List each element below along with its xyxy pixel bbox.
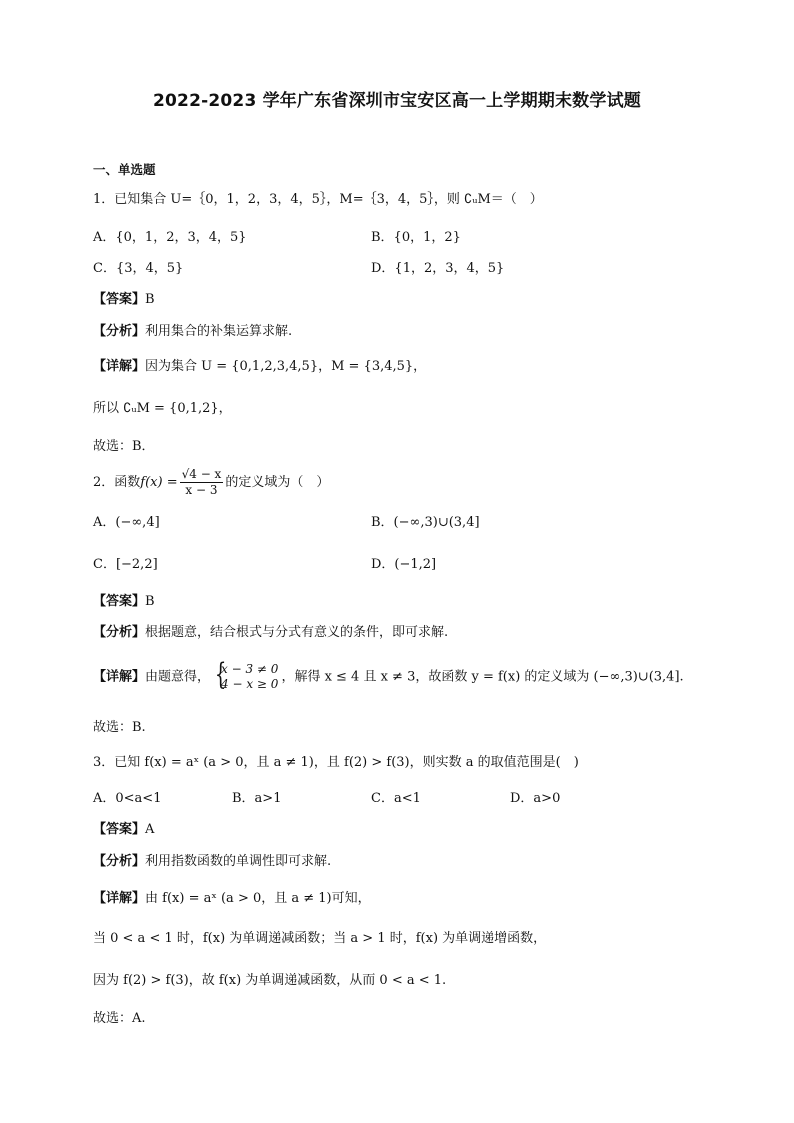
q3-choice: 故选：A.: [93, 1011, 146, 1026]
analysis-tag: 【分析】: [93, 854, 146, 869]
detail-text: 因为集合 U = {0,1,2,3,4,5}，M = {3,4,5}，: [145, 359, 427, 374]
q3-option-a: A．0<a<1: [93, 791, 162, 806]
q3-analysis: [93, 853, 331, 871]
q3-option-c: C．a<1: [371, 791, 421, 806]
q1-analysis: [93, 323, 292, 341]
detail-tag: 【详解】: [93, 669, 146, 685]
q3-detail: [93, 890, 371, 908]
q2-fraction: [180, 467, 224, 498]
q1-option-a: A．{0，1，2，3，4，5}: [93, 230, 247, 245]
q1-option-c: C．{3，4，5}: [93, 261, 184, 276]
detail-tag: 【详解】: [93, 891, 146, 906]
q2-analysis: [93, 624, 448, 642]
q3-detail-3: 因为 f(2) > f(3)，故 f(x) 为单调递减函数，从而 0 < a < 1.: [93, 973, 447, 988]
system-line-2: 4 − x ≥ 0: [221, 677, 279, 691]
q2-detail: [93, 662, 684, 692]
answer-tag: 【答案】: [93, 594, 146, 609]
answer-tag: 【答案】: [93, 822, 146, 837]
answer-value: B: [145, 292, 155, 307]
q2-option-d: D．(−1,2]: [371, 557, 437, 572]
detail-tag: 【详解】: [93, 359, 146, 374]
analysis-text: 利用集合的补集运算求解.: [145, 324, 293, 339]
analysis-tag: 【分析】: [93, 324, 146, 339]
detail-pre: 由题意得，: [145, 669, 211, 685]
answer-tag: 【答案】: [93, 292, 146, 307]
q2-function: f(x) =: [140, 475, 178, 490]
q3-answer: [93, 821, 154, 839]
q3-option-b: B．a>1: [232, 791, 282, 806]
analysis-text: 利用指数函数的单调性即可求解.: [145, 854, 332, 869]
q2-numerator: √4 − x: [181, 467, 222, 481]
detail-post: ，解得 x ≤ 4 且 x ≠ 3，故函数 y = f(x) 的定义域为 (−∞,3)∪(3,4].: [281, 669, 684, 685]
q2-answer: [93, 593, 155, 611]
q2-stem-post: 的定义域为（ ）: [225, 475, 330, 490]
page-title: 2022-2023 学年广东省深圳市宝安区高一上学期期末数学试题: [152, 91, 641, 111]
q2-stem-pre: 2．函数: [93, 475, 141, 490]
section-heading: 一、单选题: [93, 162, 156, 177]
q2-option-a: A．(−∞,4]: [93, 515, 160, 530]
detail-text: 由 f(x) = aˣ (a > 0，且 a ≠ 1)可知，: [145, 891, 371, 906]
q2-denominator: x − 3: [185, 483, 218, 497]
analysis-text: 根据题意，结合根式与分式有意义的条件，即可求解.: [145, 625, 449, 640]
q1-choice: 故选：B．: [93, 439, 155, 454]
q1-detail: [93, 358, 426, 376]
question-2-stem: [93, 467, 329, 498]
q1-answer: [93, 291, 155, 309]
q2-option-c: C．[−2,2]: [93, 557, 158, 572]
q2-inequality-system: [213, 662, 278, 692]
q2-option-b: B．(−∞,3)∪(3,4]: [371, 515, 480, 530]
q3-detail-2: 当 0 < a < 1 时，f(x) 为单调递减函数；当 a > 1 时，f(x) 为单调递增函数，: [93, 931, 547, 946]
q3-option-d: D．a>0: [510, 791, 561, 806]
q1-option-d: D．{1，2，3，4，5}: [371, 261, 505, 276]
q1-detail-2: 所以 ∁ᵤM = {0,1,2}，: [93, 401, 232, 416]
system-line-1: { x − 3 ≠ 0: [221, 662, 279, 676]
question-3-stem: 3．已知 f(x) = aˣ (a > 0，且 a ≠ 1)，且 f(2) > f(3)，则实数 a 的取值范围是( ): [93, 755, 579, 770]
analysis-tag: 【分析】: [93, 625, 146, 640]
q1-option-b: B．{0，1，2}: [371, 230, 461, 245]
question-1-stem: 1．已知集合 U=｛0，1，2，3，4，5｝，M=｛3，4，5｝，则 ∁ᵤM＝（ ）: [93, 192, 543, 207]
answer-value: B: [145, 594, 155, 609]
q2-choice: 故选：B.: [93, 720, 146, 735]
answer-value: A: [145, 822, 155, 837]
